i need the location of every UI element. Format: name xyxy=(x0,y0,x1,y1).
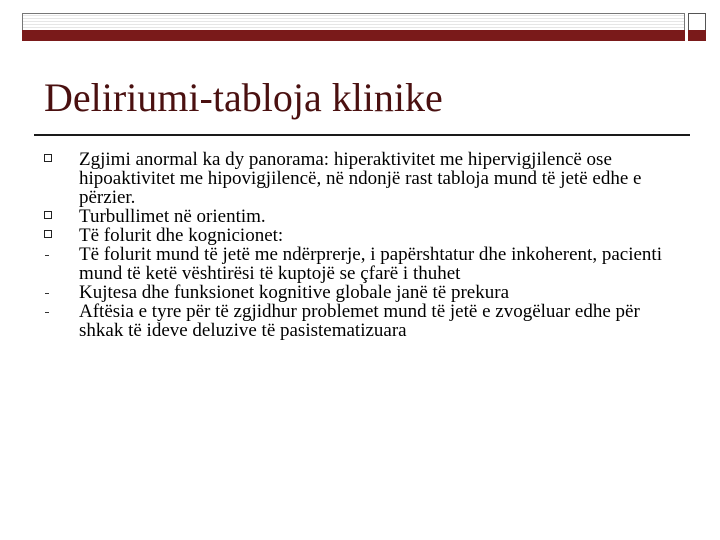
bullet-list xyxy=(44,150,674,340)
top-accent-stripe xyxy=(22,30,685,41)
list-item-text: Të folurit mund të jetë me ndërprerje, i papërshtatur dhe inkoherent, pacienti mund të ketë vështirësi të kuptojë se çfarë i thuhet xyxy=(79,244,662,284)
dash-bullet-icon xyxy=(44,302,79,321)
title-divider xyxy=(34,134,690,136)
list-item xyxy=(44,150,674,207)
corner-accent-block xyxy=(688,30,706,41)
list-item-text: Kujtesa dhe funksionet kognitive globale janë të prekura xyxy=(79,282,510,303)
list-item xyxy=(44,226,674,245)
square-bullet-icon xyxy=(44,150,79,169)
list-item-text: Turbullimet në orientim. xyxy=(79,206,266,227)
list-item xyxy=(44,283,674,302)
list-item-text: Zgjimi anormal ka dy panorama: hiperaktivitet me hipervigjilencë ose hipoaktivitet me hipovigjilencë, në ndonjë rast tabloja mund të jetë edhe e përzier. xyxy=(79,149,642,208)
list-item xyxy=(44,207,674,226)
square-bullet-icon xyxy=(44,226,79,245)
list-item xyxy=(44,245,674,283)
list-item-text: Të folurit dhe kognicionet: xyxy=(79,225,284,246)
dash-bullet-icon xyxy=(44,245,79,264)
dash-bullet-icon xyxy=(44,283,79,302)
list-item-text: Aftësia e tyre për të zgjidhur problemet mund të jetë e zvogëluar edhe për shkak të ideve deluzive të pasistematizuara xyxy=(79,301,640,341)
slide-title: Deliriumi-tabloja klinike xyxy=(44,75,443,120)
list-item xyxy=(44,302,674,340)
square-bullet-icon xyxy=(44,207,79,226)
corner-decorative-box xyxy=(688,13,706,31)
